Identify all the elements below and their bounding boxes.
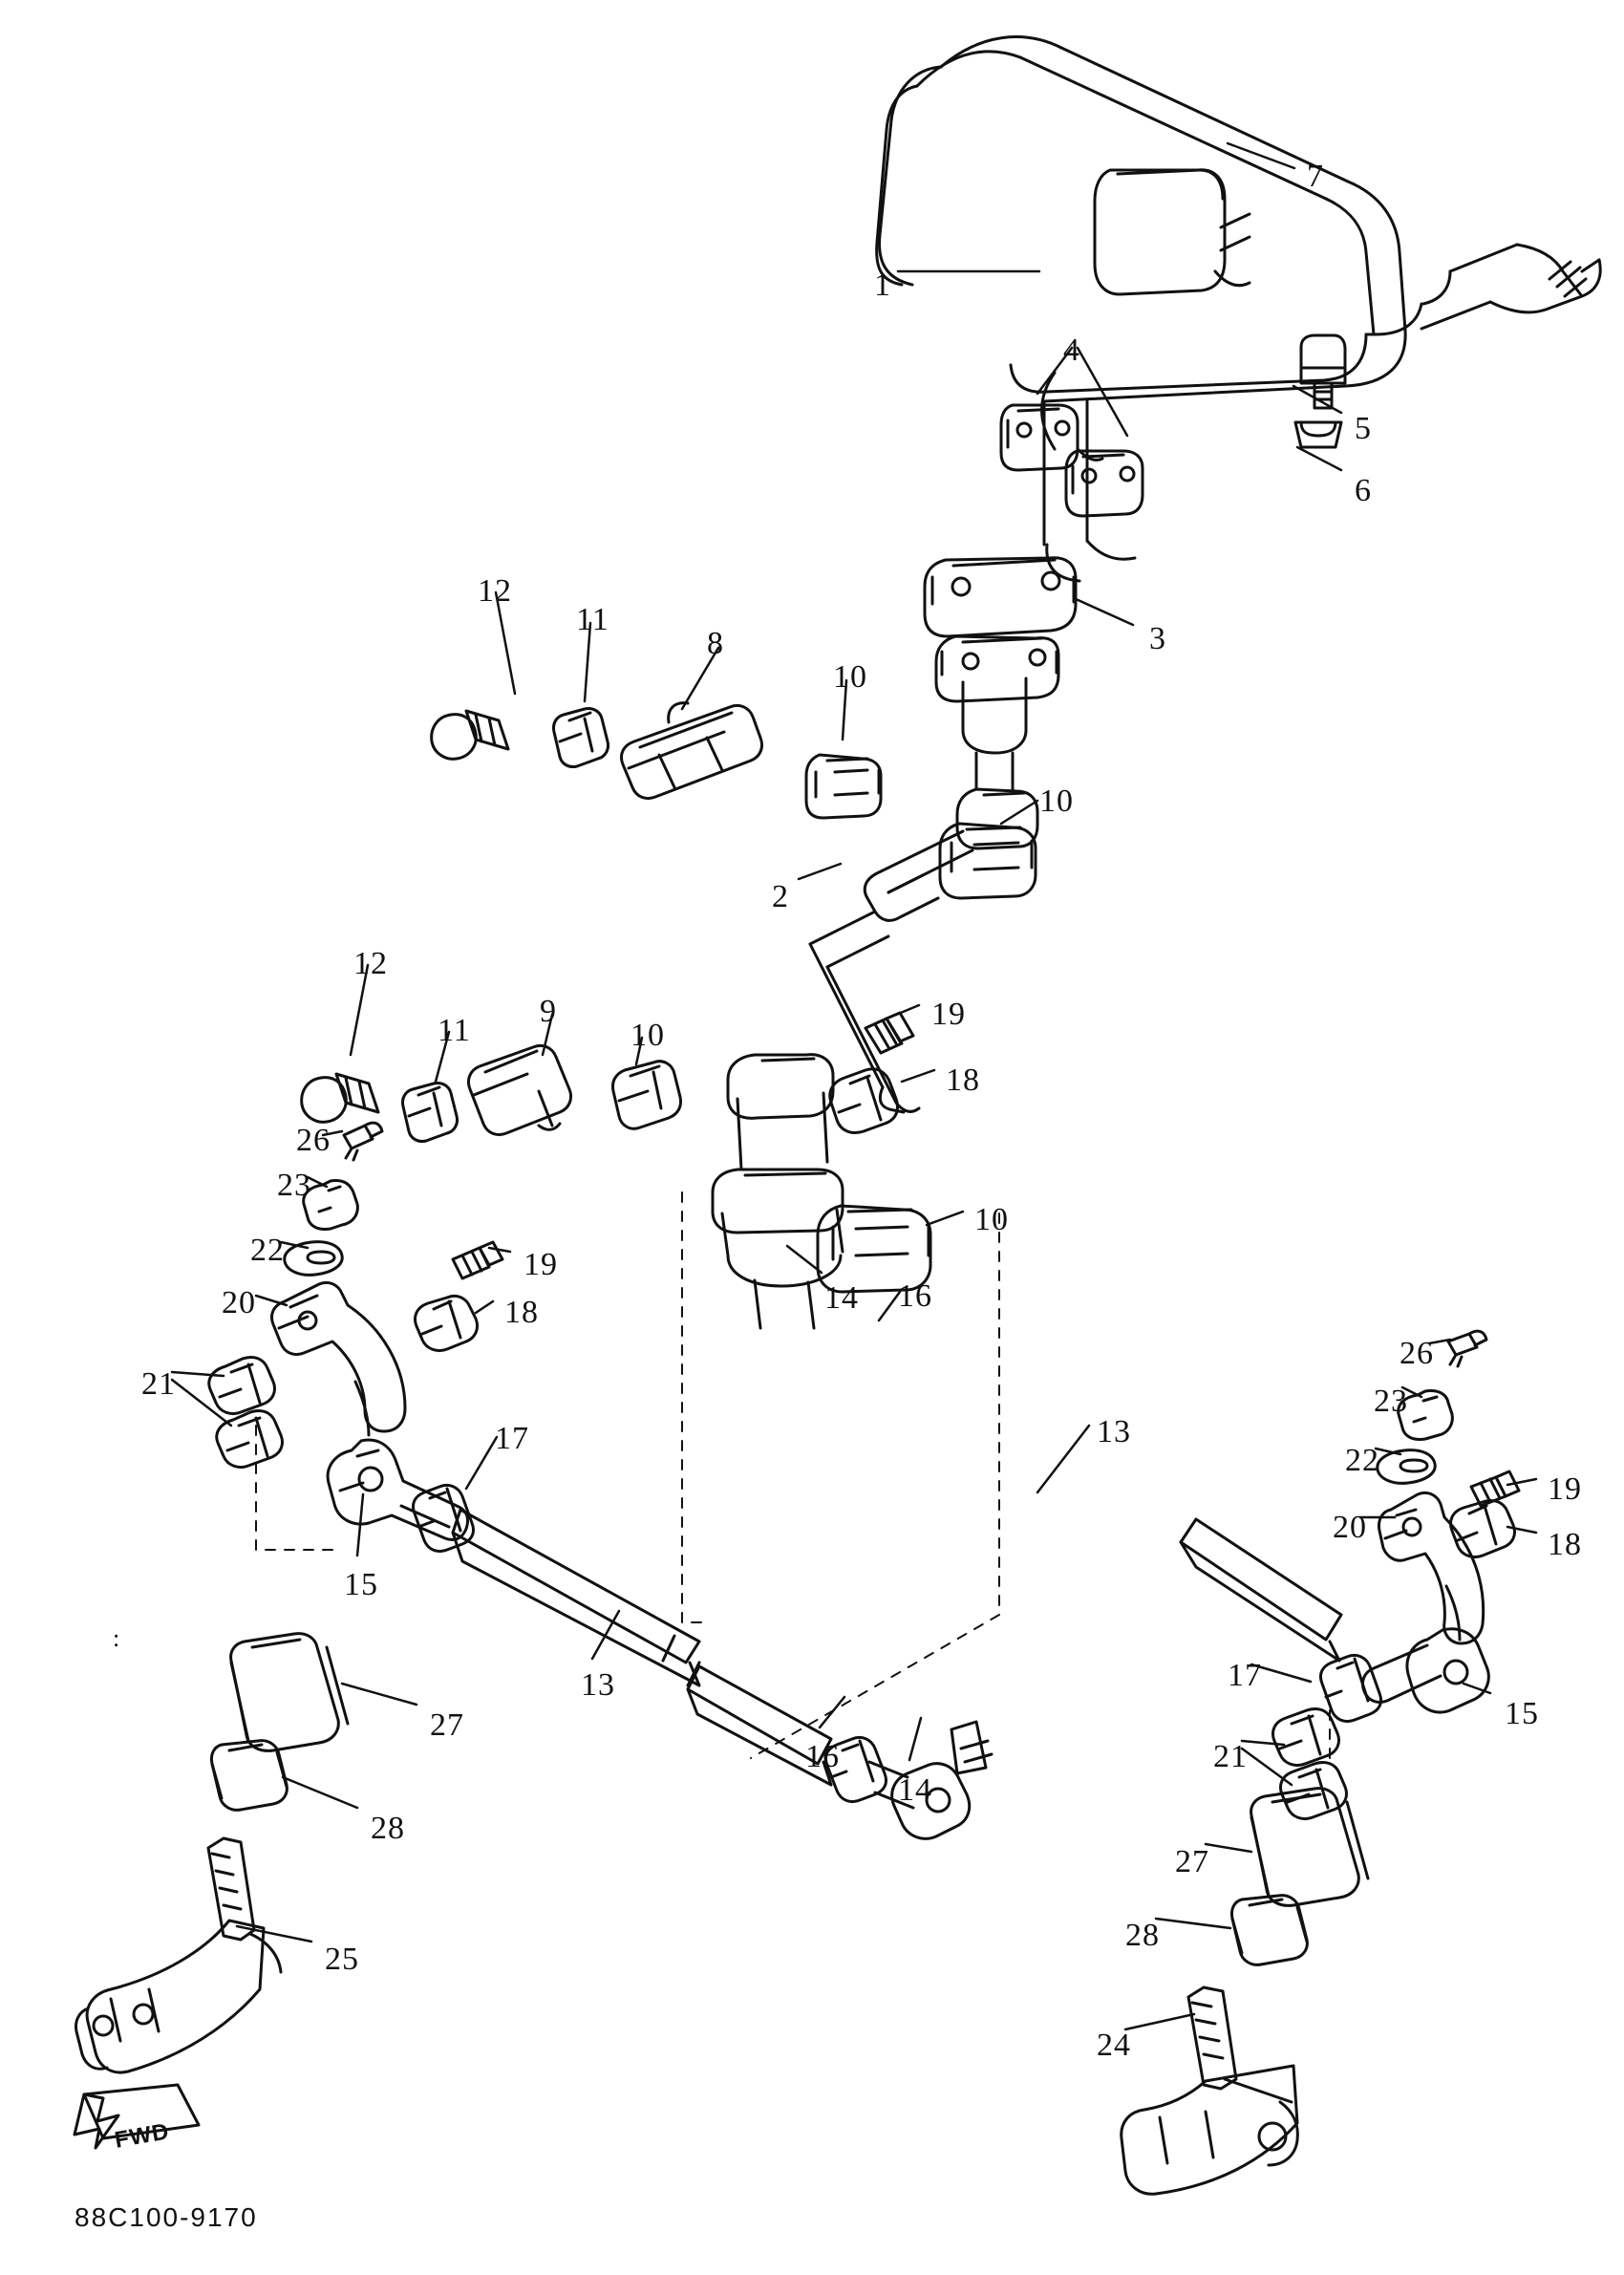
nuts-part-21-left [209, 1357, 283, 1467]
tie-rod-part-13-right [1181, 1519, 1341, 1661]
callout-number-15: 15 [344, 1567, 378, 1602]
callout-number-12: 12 [353, 946, 388, 981]
handlebar-grip-part-7 [1095, 170, 1250, 294]
callout-number-28: 28 [1125, 1918, 1160, 1953]
bolt-part-19-right [865, 1013, 913, 1053]
relay-arm-part-20-left [272, 1282, 406, 1435]
callout-number-16: 16 [805, 1739, 840, 1774]
callout-number-14: 14 [824, 1280, 859, 1316]
steering-knuckle-part-27-left [231, 1634, 348, 1751]
callout-number-7: 7 [1307, 159, 1324, 194]
callout-number-19: 19 [931, 997, 966, 1032]
callout-number-15: 15 [1505, 1696, 1539, 1731]
bearing-part-10-upper [806, 755, 881, 818]
callout-number-3: 3 [1149, 621, 1166, 656]
clamp-part-9 [468, 1045, 570, 1134]
steering-knuckle-part-27-right [1251, 1789, 1368, 1906]
nut-part-18-right [830, 1069, 898, 1133]
callout-number-27: 27 [1175, 1844, 1209, 1879]
bolt-part-19-left [453, 1242, 502, 1278]
ellipsis-marker: : [113, 1624, 120, 1652]
callout-number-12: 12 [478, 573, 512, 609]
callout-number-24: 24 [1097, 2028, 1131, 2063]
clamp-part-10-mid [613, 1062, 681, 1129]
callout-number-26: 26 [296, 1123, 331, 1158]
nut-part-17-left [413, 1485, 473, 1551]
callout-number-10: 10 [630, 1018, 665, 1053]
relay-arm-part-20-right [1379, 1492, 1484, 1643]
nut-part-18-left [416, 1296, 478, 1350]
fwd-label: FWD [113, 2118, 172, 2154]
callout-number-21: 21 [1213, 1739, 1248, 1774]
callout-number-16: 16 [898, 1278, 932, 1314]
nut-part-18-right2 [1451, 1500, 1515, 1556]
washer-part-6 [1295, 422, 1341, 447]
callout-number-20: 20 [222, 1285, 256, 1320]
cotter-pin-part-26-right [1448, 1331, 1486, 1366]
callout-number-13: 13 [1097, 1414, 1131, 1449]
callout-number-28: 28 [371, 1811, 405, 1846]
callout-number-18: 18 [946, 1062, 980, 1098]
clamp-part-8 [622, 703, 762, 799]
callout-number-19: 19 [1548, 1471, 1582, 1507]
callout-number-14: 14 [898, 1772, 932, 1808]
washer-part-22-left [285, 1242, 342, 1276]
callout-number-11: 11 [576, 602, 609, 637]
callout-number-18: 18 [1548, 1527, 1582, 1562]
lower-steering-shaft [713, 1055, 843, 1328]
callout-number-27: 27 [430, 1707, 464, 1743]
callout-number-20: 20 [1333, 1510, 1367, 1545]
clamp-part-11-upper [553, 708, 608, 766]
bolt-part-12-lower [302, 1074, 378, 1122]
bolt-part-12-upper [432, 711, 508, 759]
callout-number-11: 11 [438, 1013, 471, 1048]
callout-number-23: 23 [277, 1168, 311, 1203]
callout-number-8: 8 [707, 626, 724, 661]
nuts-part-21-right [1273, 1708, 1347, 1818]
washer-part-22-right [1378, 1450, 1435, 1484]
handlebar-part-1 [877, 37, 1601, 581]
cotter-pin-part-26-left [344, 1123, 382, 1160]
callout-number-23: 23 [1374, 1384, 1408, 1419]
callout-number-9: 9 [540, 994, 557, 1029]
handlebar-holder-part-4 [1001, 405, 1143, 516]
tie-rod-part-13-left [453, 1510, 831, 1785]
steering-arm-part-24 [1122, 1987, 1298, 2194]
upper-bracket-part-3 [925, 558, 1076, 789]
diagram-part-number: 88C100-9170 [75, 2202, 258, 2232]
callout-number-17: 17 [495, 1421, 529, 1456]
callout-number-1: 1 [874, 268, 891, 303]
callout-number-22: 22 [1345, 1443, 1379, 1478]
callout-number-6: 6 [1355, 473, 1372, 508]
callout-number-5: 5 [1355, 411, 1372, 446]
steering-shaft-part-2 [810, 789, 1037, 1112]
callout-number-22: 22 [250, 1233, 285, 1268]
callout-number-2: 2 [772, 879, 789, 914]
callout-number-10: 10 [833, 659, 867, 695]
bolt-part-5 [1301, 335, 1345, 408]
callout-number-4: 4 [1063, 333, 1080, 368]
steering-arm-part-25 [76, 1838, 282, 2072]
callout-number-13: 13 [581, 1667, 615, 1703]
nut-part-23-left [304, 1181, 358, 1230]
alignment-lines [256, 1192, 1330, 1758]
callout-number-10: 10 [974, 1202, 1009, 1237]
clamp-part-11-lower [402, 1083, 457, 1141]
callout-number-21: 21 [141, 1366, 176, 1402]
callout-number-19: 19 [524, 1247, 558, 1282]
callout-number-10: 10 [1039, 783, 1074, 819]
callout-number-25: 25 [325, 1942, 359, 1977]
callout-number-17: 17 [1228, 1658, 1262, 1693]
callout-number-26: 26 [1400, 1336, 1434, 1371]
callout-number-18: 18 [504, 1295, 539, 1330]
